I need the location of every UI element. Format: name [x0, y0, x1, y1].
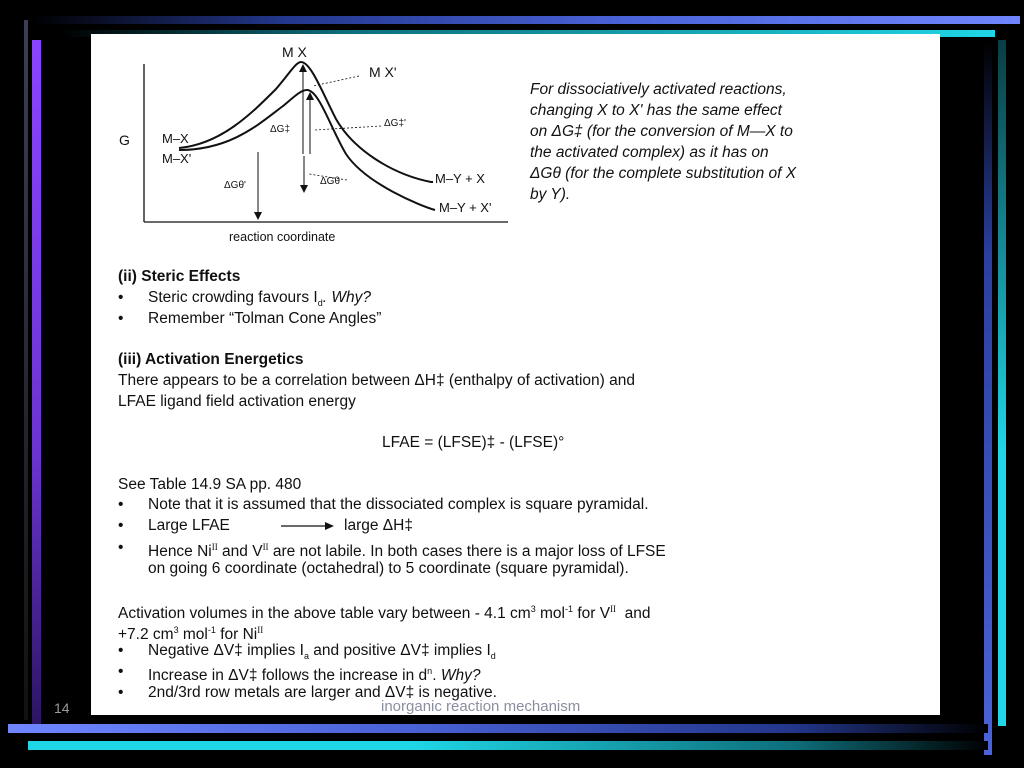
diagram-caption: [530, 79, 930, 205]
caption-line: For dissociatively activated reactions,: [530, 81, 787, 98]
bullet-glyph: •: [118, 539, 124, 556]
vol-l2-a: +7.2 cm: [118, 626, 174, 644]
steric-b1-why: . Why?: [322, 289, 371, 306]
activation-b2-right: large ΔH‡: [344, 517, 413, 534]
leader-mx-prime: [313, 76, 359, 86]
activation-bullet-3-cont: on going 6 coordinate (octahedral) to 5 coordinate (square pyramidal).: [148, 560, 629, 577]
diagram-dg-dagger-prime-label: ΔG‡': [384, 118, 406, 129]
vol-b1-a: Negative ΔV‡ implies I: [148, 642, 304, 659]
diagram-dg-theta-prime-label: ΔGθ': [224, 180, 246, 191]
caption-line: on ΔG‡ (for the conversion of M—X to: [530, 123, 793, 140]
steric-b2-text: Remember “Tolman Cone Angles”: [148, 310, 382, 327]
b3-sup-1: II: [211, 542, 218, 552]
activation-bullet-1: [118, 494, 649, 515]
diagram-dg-dagger-label: ΔG‡: [270, 124, 291, 135]
activation-line-1: There appears to be a correlation between ΔH‡ (enthalpy of activation) and: [118, 372, 635, 389]
b3-text-a: Hence Ni: [148, 543, 212, 561]
vol-supneg1a: -1: [565, 604, 574, 614]
right-blue-bar: [984, 40, 992, 755]
long-right-arrow-icon: [281, 521, 335, 531]
bullet-glyph: •: [118, 663, 124, 680]
activation-heading: (iii) Activation Energetics: [118, 351, 304, 368]
b3-text-c: are not labile. In both cases there is a major loss of LFSE: [268, 543, 666, 561]
diagram-left-upper-label: M–X: [162, 131, 189, 146]
volumes-bullet-2: [118, 661, 481, 685]
vol-l2-b: mol: [178, 626, 208, 644]
vol-b1-sub1: a: [303, 651, 309, 662]
diagram-y-axis-label: G: [119, 132, 130, 148]
diagram-peak-second-label: M X': [369, 64, 397, 80]
caption-line: the activated complex) as it has on: [530, 144, 769, 161]
vol-l1-b: mol: [535, 605, 565, 623]
activation-line-2: LFAE ligand field activation energy: [118, 393, 356, 410]
steric-heading: (ii) Steric Effects: [118, 268, 241, 285]
top-blue-bar: [30, 16, 1020, 24]
volumes-bullet-1: [118, 640, 496, 662]
steric-bullet-2: [118, 308, 382, 329]
slide-number: 14: [54, 700, 70, 716]
energy-profile-diagram: [91, 34, 521, 249]
vol-supIIa: II: [610, 604, 617, 614]
bottom-cyan-bar: [28, 741, 988, 750]
bullet-glyph: •: [118, 496, 124, 513]
slide-footer-title: inorganic reaction mechanism: [381, 698, 581, 715]
vol-b2-why: Why?: [440, 667, 481, 685]
left-purple-bar: [32, 40, 41, 730]
vol-b1-sub2: d: [490, 651, 496, 662]
activation-bullet-3: [118, 537, 666, 561]
diagram-right-upper-label: M–Y + X: [435, 171, 485, 186]
bullet-glyph: •: [118, 642, 124, 659]
vol-sup3b: 3: [173, 625, 179, 635]
diagram-dg-theta-label: ΔGθ: [320, 176, 341, 187]
vol-l1-c: for V: [573, 605, 611, 623]
caption-line: changing X to X' has the same effect: [530, 102, 782, 119]
diagram-left-lower-label: M–X': [162, 151, 192, 166]
bullet-glyph: •: [118, 517, 124, 534]
activation-bullet-2: [118, 515, 413, 536]
vol-supneg1b: -1: [207, 625, 216, 635]
vol-l1-d: and: [616, 605, 651, 623]
bullet-glyph: •: [118, 684, 124, 701]
right-cyan-bar: [998, 40, 1006, 726]
bullet-glyph: •: [118, 289, 124, 306]
vol-b2-sup: n: [427, 666, 433, 676]
caption-line: by Y).: [530, 186, 571, 203]
see-table-line: See Table 14.9 SA pp. 480: [118, 476, 302, 493]
vol-l1-a: Activation volumes in the above table vary between - 4.1 cm: [118, 605, 531, 623]
curve-m-x-prime: [179, 90, 435, 210]
diagram-right-lower-label: M–Y + X': [439, 200, 492, 215]
bottom-blue-bar: [8, 724, 988, 733]
diagram-x-axis-label: reaction coordinate: [229, 230, 336, 244]
b3-text-b: and V: [217, 543, 263, 561]
vol-b1-b: and positive ΔV‡ implies I: [308, 642, 491, 659]
steric-b1-text: Steric crowding favours I: [148, 289, 318, 306]
vol-l2-c: for Ni: [215, 626, 258, 644]
vol-b2-a: Increase in ΔV‡ follows the increase in d: [148, 667, 428, 685]
volumes-bullet-3: [118, 682, 497, 703]
document-page: [91, 34, 940, 715]
lfae-equation: LFAE = (LFSE)‡ - (LFSE)°: [382, 434, 565, 451]
caption-line: ΔGθ (for the complete substitution of X: [530, 165, 797, 182]
steric-bullet-1: [118, 287, 371, 309]
vol-b2-b: .: [432, 667, 441, 685]
vol-supIIb: II: [257, 625, 264, 635]
left-dark-bar: [24, 20, 28, 720]
steric-b1-sub: d: [317, 298, 323, 309]
bullet-glyph: •: [118, 310, 124, 327]
vol-b3-text: 2nd/3rd row metals are larger and ΔV‡ is negative.: [148, 684, 497, 701]
activation-b2-left: Large LFAE: [148, 517, 230, 534]
diagram-peak-top-label: M X: [282, 44, 307, 60]
vol-sup3a: 3: [530, 604, 536, 614]
leader-dg-dagger-prime: [315, 126, 381, 130]
activation-b1-text: Note that it is assumed that the dissociated complex is square pyramidal.: [148, 496, 649, 513]
b3-sup-2: II: [262, 542, 269, 552]
